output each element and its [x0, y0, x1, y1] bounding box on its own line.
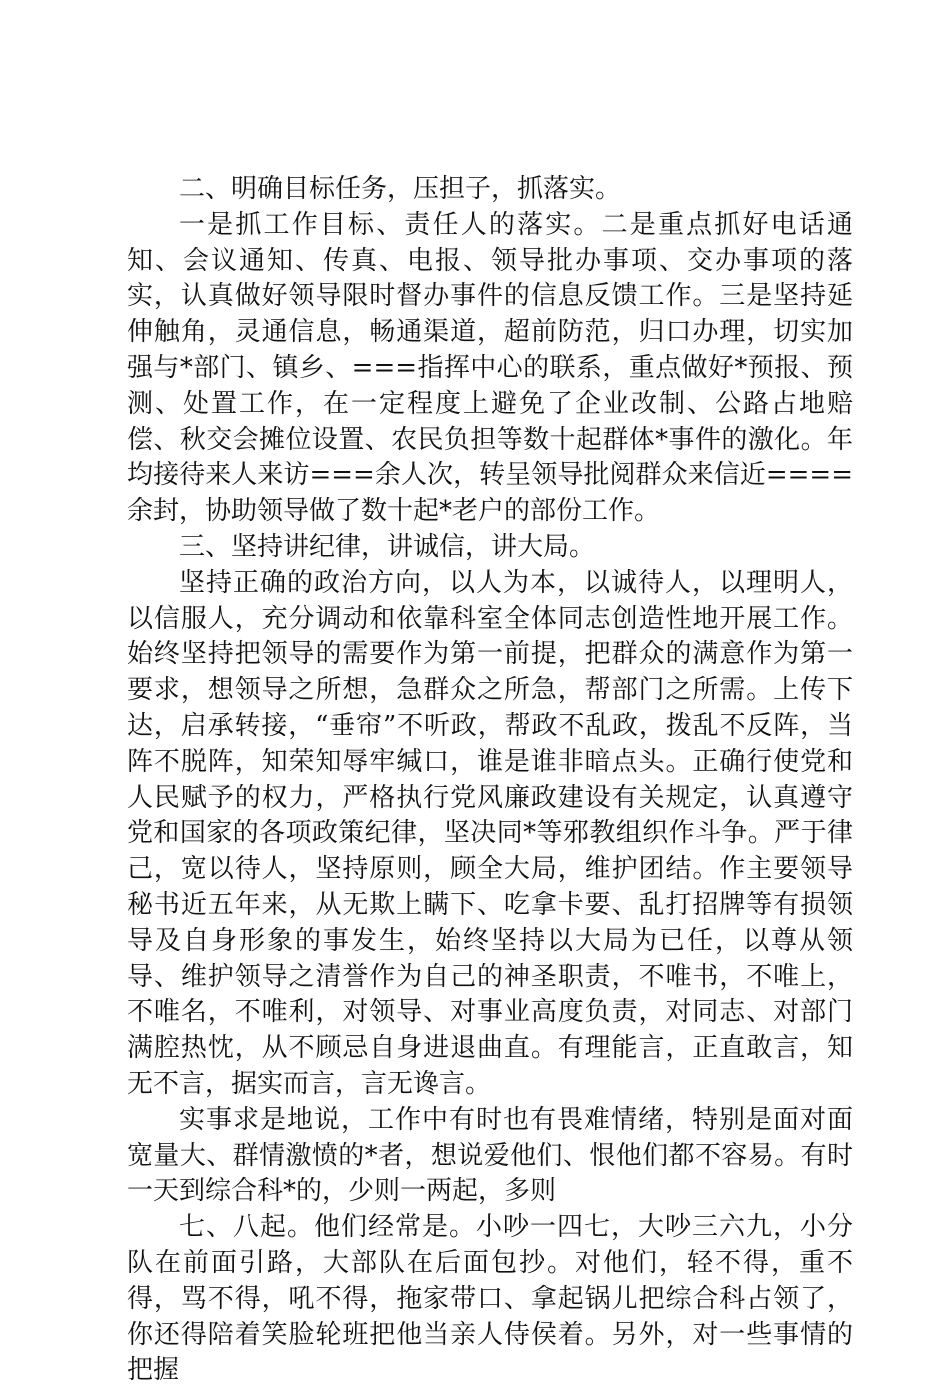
- document-body: [127, 172, 853, 1389]
- body-paragraph: 一是抓工作目标、责任人的落实。二是重点抓好电话通知、会议通知、传真、电报、领导批办事项、交办事项的落实，认真做好领导限时督办事件的信息反馈工作。三是坚持延伸触角，灵通信息，畅通渠道，超前防范，归口办理，切实加强与*部门、镇乡、===指挥中心的联系，重点做好*预报、预测、处置工作，在一定程度上避免了企业改制、公路占地赔偿、秋交会摊位设置、农民负担等数十起群体*事件的激化。年均接待来人来访===余人次，转呈领导批阅群众来信近====余封，协助领导做了数十起*老户的部份工作。: [127, 209, 853, 527]
- section-heading-three: 三、坚持讲纪律，讲诚信，讲大局。: [179, 531, 596, 562]
- body-paragraph: 坚持正确的政治方向，以人为本，以诚待人，以理明人，以信服人，充分调动和依靠科室全体同志创造性地开展工作。始终坚持把领导的需要作为第一前提，把群众的满意作为第一要求，想领导之所想，急群众之所急，帮部门之所需。上传下达，启承转接，“垂帘”不听政，帮政不乱政，拨乱不反阵，当阵不脱阵，知荣知辱牢缄口，谁是谁非暗点头。正确行使党和人民赋予的权力，严格执行党风廉政建设有关规定，认真遵守党和国家的各项政策纪律，坚决同*等邪教组织作斗争。严于律己，宽以待人，坚持原则，顾全大局，维护团结。作主要领导秘书近五年来，从无欺上瞒下、吃拿卡要、乱打招牌等有损领导及自身形象的事发生，始终坚持以大局为已任，以尊从领导、维护领导之清誉作为自己的神圣职责，不唯书，不唯上，不唯名，不唯利，对领导、对事业高度负责，对同志、对部门满腔热忱，从不顾忌自身进退曲直。有理能言，正直敢言，知无不言，据实而言，言无谗言。: [127, 567, 853, 1099]
- body-paragraph: 七、八起。他们经常是。小吵一四七，大吵三六九，小分队在前面引路，大部队在后面包抄。对他们，轻不得，重不得，骂不得，吼不得，拖家带口、拿起锅儿把综合科占领了，你还得陪着笑脸轮班把他当亲人侍侯着。另外，对一些事情的把握: [127, 1212, 853, 1386]
- section-heading-two: 二、明确目标任务，压担子，抓落实。: [179, 174, 622, 204]
- body-paragraph: 实事求是地说，工作中有时也有畏难情绪，特别是面对面宽量大、群情激愤的*者，想说爱他们、恨他们都不容易。有时一天到综合科*的，少则一两起，多则: [127, 1104, 853, 1207]
